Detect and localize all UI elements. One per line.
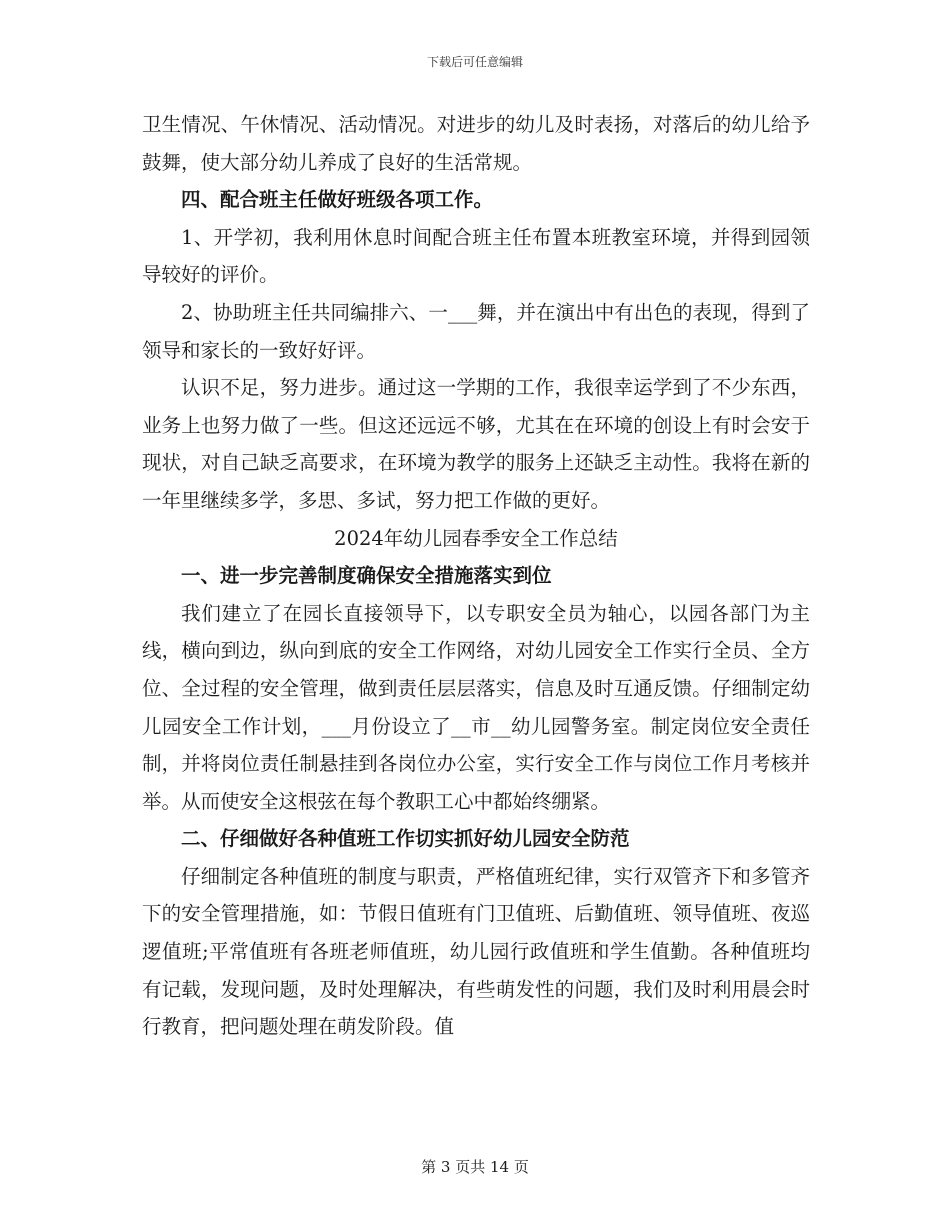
paragraph-item-1: 1、开学初，我利用休息时间配合班主任布置本班教室环境，并得到园领导较好的评价。 xyxy=(142,225,810,287)
document-title: 2024年幼儿园春季安全工作总结 xyxy=(334,526,618,550)
section-heading-2: 二、仔细做好各种值班工作切实抓好幼儿园安全防范 xyxy=(181,827,630,851)
page-footer: 第 3 页共 14 页 xyxy=(421,1158,529,1176)
paragraph-continuation: 卫生情况、午休情况、活动情况。对进步的幼儿及时表扬，对落后的幼儿给予鼓舞，使大部分幼儿养成了良好的生活常规。 xyxy=(142,113,810,174)
section-heading-4: 四、配合班主任做好班级各项工作。 xyxy=(181,188,494,212)
paragraph-duty: 仔细制定各种值班的制度与职责，严格值班纪律，实行双管齐下和多管齐下的安全管理措施，如：节假日值班有门卫值班、后勤值班、领导值班、夜巡逻值班;平常值班有各班老师值班，幼儿园行政值班和学生值勤。各种值班均有记载，发现问题，及时处理解决，有些萌发性的问题，我们及时利用晨会时行教育，把问题处理在萌发阶段。值 xyxy=(142,864,810,1039)
page-header: 下载后可任意编辑 xyxy=(426,55,523,69)
paragraph-item-2: 2、协助班主任共同编排六、一___舞，并在演出中有出色的表现，得到了领导和家长的一致好好评。 xyxy=(142,300,810,362)
document-body xyxy=(142,106,810,1046)
paragraph-summary: 认识不足，努力进步。通过这一学期的工作，我很幸运学到了不少东西，业务上也努力做了一些。但这还远远不够，尤其在在环境的创设上有时会安于现状，对自己缺乏高要求，在环境为教学的服务上还缺乏主动性。我将在新的一年里继续多学，多思、多试，努力把工作做的更好。 xyxy=(142,376,810,512)
section-heading-1: 一、进一步完善制度确保安全措施落实到位 xyxy=(181,564,552,588)
paragraph-safety-network: 我们建立了在园长直接领导下，以专职安全员为轴心，以园各部门为主线，横向到边，纵向到底的安全工作网络，对幼儿园安全工作实行全员、全方位、全过程的安全管理，做到责任层层落实，信息及时互通反馈。仔细制定幼儿园安全工作计划，___月份设立了__市__幼儿园警务室。制定岗位安全责任制，并将岗位责任制悬挂到各岗位办公室，实行安全工作与岗位工作月考核并举。从而使安全这根弦在每个教职工心中都始终绷紧。 xyxy=(142,601,810,813)
